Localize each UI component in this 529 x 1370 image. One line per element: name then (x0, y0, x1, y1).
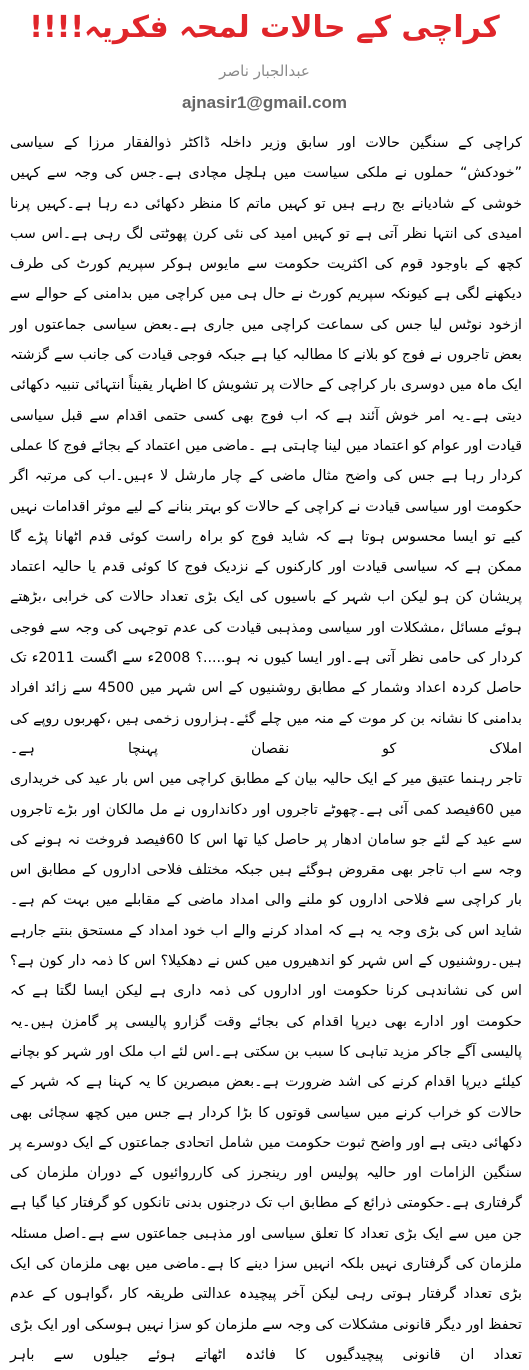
article-body (10, 128, 522, 1370)
article-paragraph: کراچی کے سنگین حالات اور سابق وزیر داخلہ ڈاکٹر ذوالفقار مرزا کے سیاسی ”خودکش“ حملوں نے ملکی سیاست میں ہلچل مچادی ہے۔جس کی وجہ سے کہیں خوشی کے شادیانے بج رہے ہیں تو کہیں ماتم کا منظر دکھائی دے رہا ہے۔کہیں پرنا امیدی کی انتہا نظر آتی ہے تو کہیں امید کی نئی کرن پھوٹتی لگ رہی ہے۔اس سب کچھ کے باوجود قوم کی اکثریت حکومت سے مایوس ہوکر سپریم کورٹ کی طرف دیکھنے لگی ہے کیونکہ سپریم کورٹ نے حال ہی میں کراچی میں بدامنی کے حوالے سے ازخود نوٹس لیا جس کی سماعت کراچی میں جاری ہے۔بعض سیاسی جماعتوں اور بعض تاجروں نے فوج کو بلانے کا مطالبہ کیا ہے جبکہ فوجی قیادت کی جانب سے گزشتہ ایک ماہ میں دوسری بار کراچی کے حالات پر تشویش کا اظہار یقیناً انتہائی تنبیہ دکھائی دیتی ہے۔یہ امر خوش آئند ہے کہ اب فوج بھی کسی حتمی اقدام سے قبل سیاسی قیادت اور عوام کو اعتماد میں لینا چاہتی ہے ۔ماضی میں اعتماد کے بجائے فوج کا عملی کردار رہا ہے جس کی واضح مثال ماضی کے چار مارشل لا ءہیں۔اب کی مرتبہ اگر حکومت اور سیاسی قیادت نے کراچی کے حالات کو بہتر بنانے کے لیے موثر اقدامات نہیں کیے تو ایسا محسوس ہوتا ہے کہ شاید فوج کو براہ راست کوئی قدم اٹھانا پڑے گا ممکن ہے کہ سیاسی قیادت اور کارکنوں کے نزدیک فوج کا کوئی قدم یا حالیہ اعتماد پریشان کن ہو لیکن اب شہر کے باسیوں کی ایک بڑی تعداد حالات کی خرابی ،بڑھتے ہوئے مسائل ،مشکلات اور سیاسی ومذہبی قیادت کی عدم توجہی کی وجہ سے فوجی کردار کی حامی نظر آتی ہے۔اور ایسا کیوں نہ ہو.....؟ 2008ء سے اگست 2011ء تک حاصل کردہ اعداد وشمار کے مطابق روشنیوں کے اس شہر میں 4500 سے زائد افراد بدامنی کا نشانہ بن کر موت کے منہ میں چلے گئے۔ہزاروں زخمی ہیں ،کھربوں روپے کی املاک کو نقصان پہنچا ہے۔ (10, 135, 523, 757)
author-email: ajnasir1@gmail.com (182, 93, 347, 112)
article-title: کراچی کے حالات لمحہ فکریہ!!!! (29, 10, 500, 45)
article-paragraph: تاجر رہنما عتیق میر کے ایک حالیہ بیان کے مطابق کراچی میں اس بار عید کی خریداری میں 60فیصد کمی آئی ہے۔چھوٹے تاجروں اور دکانداروں نے مل مالکان اور بڑے تاجروں سے عید کے لئے جو سامان ادھار پر حاصل کیا تھا اس کا 60فیصد فروخت نہ ہونے کی وجہ سے اب تاجر بھی مقروض ہوگئے ہیں جبکہ مختلف فلاحی اداروں کے مطابق اس بار کراچی سے فلاحی اداروں کو ملنے والی امداد ماضی کے مقابلے میں بہت کم ہے۔شاید اس کی بڑی وجہ یہ ہے کہ امداد کرنے والے اب خود امداد کے مستحق بنتے جارہے ہیں۔روشنیوں کے اس شہر کو اندھیروں میں کس نے دھکیلا؟ اس کا ذمہ دار کون ہے؟ اس کی نشاندہی کرنا حکومت اور اداروں کی ذمہ داری ہے لیکن ایسا لگتا ہے کہ حکومت اور ادارے بھی دیرپا اقدام کی بجائے وقت گزارو پالیسی پر گامزن ہیں۔یہ پالیسی آگے جاکر مزید تباہی کا سبب بن سکتی ہے۔اس لئے اب ملک اور شہر کو بچانے کیلئے دیرپا اقدام کرنے کی اشد ضرورت ہے۔بعض مبصرین کا یہ کہنا ہے کہ شہر کے حالات کو خراب کرنے میں سیاسی قوتوں کا بڑا کردار ہے جس میں کچھ سچائی بھی دکھائی دیتی ہے اور واضح ثبوت حکومت میں شامل اتحادی جماعتوں کے ایک دوسرے پر سنگین الزامات اور حالیہ پولیس اور رینجرز کی کارروائیوں کے دوران ملزمان کی گرفتاری ہے۔حکومتی ذرائع کے مطابق اب تک درجنوں بدنی تانکوں کو گرفتار کیا گیا ہے جن میں سے ایک بڑی تعداد کا تعلق سیاسی اور مذہبی جماعتوں سے ہے۔اصل مسئلہ ملزمان کی گرفتاری نہیں بلکہ انہیں سزا دینے کا ہے۔ماضی میں بھی ملزمان کی ایک بڑی تعداد گرفتار ہوتی رہی لیکن آخر پیچیدہ عدالتی طریقہ کار ،گواہوں کے عدم تحفظ اور دیگر قانونی مشکلات کی وجہ سے ملزمان کو سزا نہیں ہوسکی اور ایک بڑی تعداد ان قانونی پیچیدگیوں کا فائدہ اٹھاتے ہوئے جیلوں سے باہر (10, 771, 522, 1363)
author-name: عبدالجبار ناصر (219, 62, 310, 80)
